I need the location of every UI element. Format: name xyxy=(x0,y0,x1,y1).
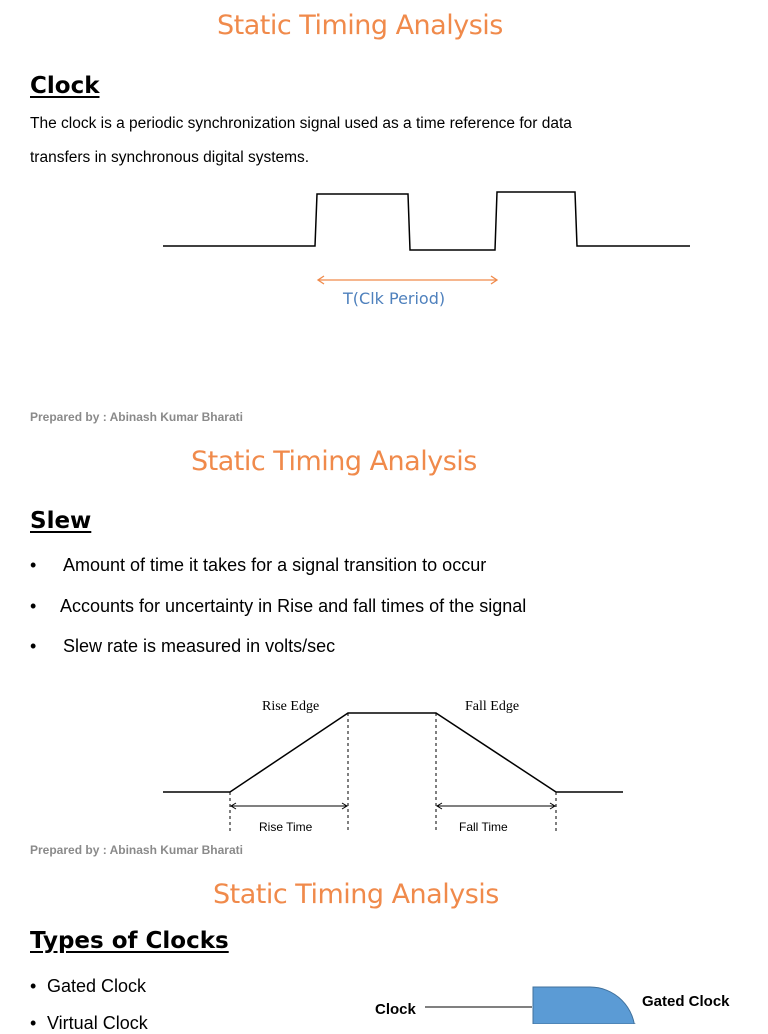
rise-time-arrow xyxy=(231,803,347,809)
page2-prepared-by: Prepared by : Abinash Kumar Bharati xyxy=(30,843,243,857)
bullet-glyph: • xyxy=(30,596,37,616)
page1-prepared-by: Prepared by : Abinash Kumar Bharati xyxy=(30,410,243,424)
bullet-glyph: • xyxy=(30,976,37,996)
period-arrow xyxy=(318,276,497,284)
clock-type-bullet-2-text: Virtual Clock xyxy=(47,1013,148,1033)
slew-guides xyxy=(230,713,556,832)
slew-bullet-3-text: Slew rate is measured in volts/sec xyxy=(63,636,336,656)
slew-waveform xyxy=(163,713,623,792)
fall-time-arrow xyxy=(437,803,555,809)
bullet-glyph: • xyxy=(30,636,37,656)
clock-waveform xyxy=(163,192,690,250)
slew-bullet-2 xyxy=(30,596,526,617)
slew-bullet-2-text: Accounts for uncertainty in Rise and fall times of the signal xyxy=(60,596,527,616)
page1-heading-clock: Clock xyxy=(30,73,100,99)
gated-clock-output-label: Gated Clock xyxy=(642,993,730,1010)
clock-type-bullet-1 xyxy=(30,976,146,997)
rise-time-label: Rise Time xyxy=(259,820,313,834)
page3-heading-types-of-clocks: Types of Clocks xyxy=(30,928,229,954)
page2-title: Static Timing Analysis xyxy=(191,446,477,477)
clock-type-bullet-1-text: Gated Clock xyxy=(47,976,147,996)
period-label: T(Clk Period) xyxy=(343,289,446,308)
bullet-glyph: • xyxy=(30,555,37,575)
page3-title: Static Timing Analysis xyxy=(213,879,499,910)
and-gate-shape xyxy=(533,987,635,1024)
bullet-glyph: • xyxy=(30,1013,37,1033)
slew-bullet-3 xyxy=(30,636,335,657)
page1-paragraph-line1: The clock is a periodic synchronization signal used as a time reference for data xyxy=(30,115,572,132)
page1-paragraph-line2: transfers in synchronous digital systems. xyxy=(30,149,310,166)
slew-bullet-1 xyxy=(30,555,486,576)
gated-diagram-clock-label: Clock xyxy=(375,1001,416,1018)
page2-heading-slew: Slew xyxy=(30,508,92,534)
fall-edge-label: Fall Edge xyxy=(465,699,520,714)
page1-title: Static Timing Analysis xyxy=(217,10,503,41)
slew-bullet-1-text: Amount of time it takes for a signal transition to occur xyxy=(63,555,487,575)
rise-edge-label: Rise Edge xyxy=(262,699,320,714)
fall-time-label: Fall Time xyxy=(459,820,508,834)
